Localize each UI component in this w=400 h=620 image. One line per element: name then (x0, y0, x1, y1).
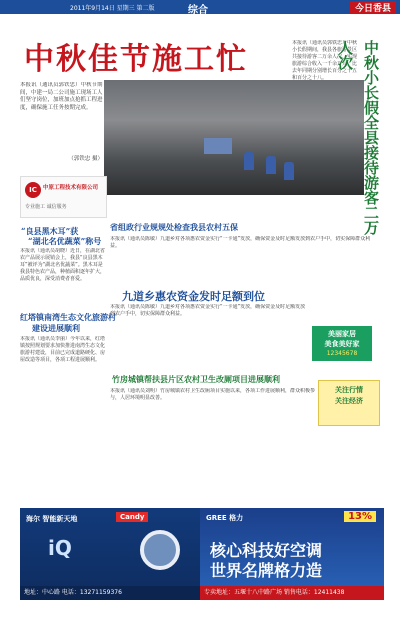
promo1-line1: 美丽家居 (328, 330, 356, 338)
side-story-vertical-title: 中秋小长假全县接待游客二万人次 (336, 40, 380, 235)
story-mid-body: 本报讯（通讯员陈敏）九道乡对各项惠农资金实行“一卡通”发放，确保资金及时足额发放到农户手中，切实保障群众利益。 (110, 304, 306, 317)
ad-right-brand: GREE 格力 (206, 514, 244, 522)
air-conditioner-ad-right (200, 508, 384, 600)
brief-text: 本报讯（通讯员郭铁忠）中秋节期间，中建一局二公司施工现场工人们坚守岗位，加班加点抢抓工程进度，确保施工任务按期完成。 (20, 82, 103, 111)
photo-worker (244, 152, 254, 170)
story-bottom-body: 本报讯（通讯员刘明）竹房城镇农村卫生改厕项目实施以来，各项工作进展顺利，群众积极参与，人居环境明显改善。 (110, 388, 315, 401)
company-logo-icon: IC (25, 182, 41, 198)
ad-right-percent: 13% (344, 511, 376, 522)
promo-box-green (312, 326, 372, 361)
story-left-1-title-2: “湖北名优蔬菜”称号 (28, 236, 102, 246)
ad-left-model: iQ (48, 536, 72, 560)
paper-brand: 今日香县 (350, 1, 396, 14)
section-name: 综合 (188, 5, 208, 16)
brief-byline: （郭铁忠 摄） (68, 155, 103, 162)
story-top-body: 本报讯（通讯员陈敏）九道乡对各项惠农资金实行“一卡通”发放，确保资金及时足额发放到农户手中，切实保障群众利益。 (110, 236, 371, 249)
ad-left-brand: 海尔 智能新天地 (26, 515, 78, 523)
ad-right-store: 专卖地址：五堰十八中路广场 销售电话：12411438 (200, 586, 384, 600)
photo-tarp (204, 138, 232, 154)
promo1-phone: 12345678 (326, 350, 358, 357)
company-name: 中原工程技术有限公司 (43, 185, 99, 191)
photo-worker (266, 156, 276, 174)
ad-left-contact: 地址：中心路 电话：13271159376 (20, 586, 200, 600)
story-left-1-body: 本报讯（通讯员胡晓）近日，在湖北省农产品展示展销会上，我县“良县黑木耳”被评为“湖北名优蔬菜”。黑木耳是我县特色农产品，种植面积逐年扩大，品质优良，深受消费者喜爱。 (20, 248, 105, 282)
story-left-2-title-2: 建设进展顺利 (32, 323, 80, 333)
ad-left-badge: Candy (116, 512, 148, 522)
main-headline: 中秋佳节施工忙 (24, 42, 248, 77)
masthead-strip (0, 0, 400, 14)
story-bottom-title: 竹房城镇帮扶县片区农村卫生改厕项目进展顺利 (112, 374, 280, 384)
story-left-2-title-1: 红塔镇南湾生态文化旅游村 (20, 312, 116, 322)
company-tagline: 专业施工 诚信服务 (25, 204, 67, 210)
promo2-line1: 关注行情 (335, 386, 363, 394)
ad-right-slogan-2: 世界名牌格力造 (210, 561, 323, 580)
story-top-title: 省组政行业规规处检查我县农村五保 (110, 222, 238, 232)
ad-right-slogan-1: 核心科技好空调 (210, 541, 323, 560)
promo1-line2: 美食美好家 (324, 340, 360, 348)
issue-date: 2011年9月14日 星期三 第二版 (70, 5, 155, 12)
washing-machine-icon (140, 530, 180, 570)
photo-caption-brief (20, 82, 105, 164)
company-ad (20, 176, 107, 218)
side-story-body: 本报讯（通讯员郭铁忠）中秋小长假期间，我县各旅游景区共接待游客二万余人次，实现旅游综合收入一千余万元，比去年同期分别增长百分之十五和百分之十八。 (292, 40, 357, 81)
story-left-1-title-1: “良县黑木耳”获 (21, 226, 79, 236)
story-left-2-body: 本报讯（通讯员李丽）今年以来，红塔镇按照规划要求加快推进南湾生态文化旅游村建设，目前已完成道路硬化、房屋改造等项目，各项工程进展顺利。 (20, 336, 105, 363)
story-mid-title: 九道乡惠农资金发时足额到位 (122, 290, 265, 303)
appliance-ad-left (20, 508, 200, 600)
promo-box-yellow (318, 380, 380, 426)
promo2-line2: 关注经济 (335, 397, 363, 405)
